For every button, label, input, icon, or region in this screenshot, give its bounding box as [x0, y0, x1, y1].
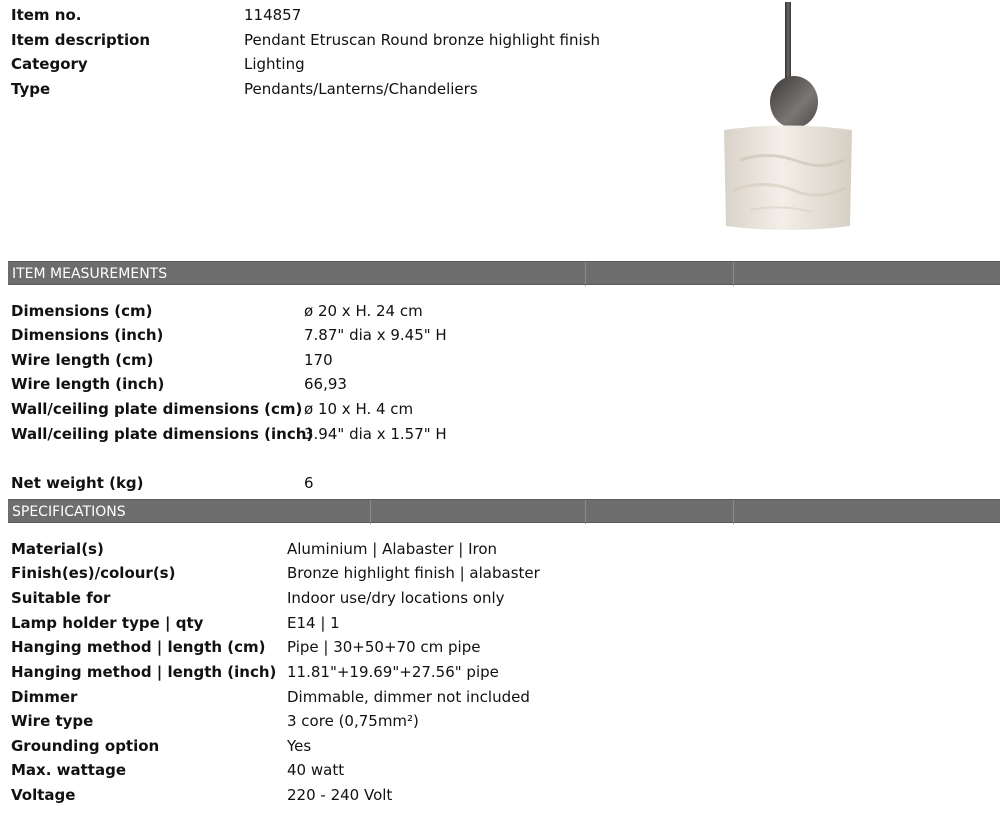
item-measurements-title: ITEM MEASUREMENTS [12, 266, 168, 282]
specifications-title: SPECIFICATIONS [12, 504, 126, 520]
net-weight-value: 6 [304, 474, 314, 492]
grounding-option-label: Grounding option [11, 737, 160, 755]
finishes-label: Finish(es)/colour(s) [11, 564, 176, 582]
dimensions-cm-value: ø 20 x H. 24 cm [304, 302, 423, 320]
hanging-method-cm-label: Hanging method | length (cm) [11, 638, 266, 656]
materials-label: Material(s) [11, 540, 104, 558]
item-description-value: Pendant Etruscan Round bronze highlight finish [244, 31, 600, 49]
pendant-disc [770, 76, 818, 128]
finishes-value: Bronze highlight finish | alabaster [287, 564, 540, 582]
lamp-holder-value: E14 | 1 [287, 614, 340, 632]
suitable-for-value: Indoor use/dry locations only [287, 589, 505, 607]
item-no-label: Item no. [11, 6, 82, 24]
wire-length-cm-value: 170 [304, 351, 333, 369]
type-value: Pendants/Lanterns/Chandeliers [244, 80, 478, 98]
alabaster-shade [724, 126, 852, 231]
category-label: Category [11, 55, 88, 73]
item-description-label: Item description [11, 31, 151, 49]
suitable-for-label: Suitable for [11, 589, 111, 607]
dimmer-label: Dimmer [11, 688, 78, 706]
max-wattage-value: 40 watt [287, 761, 345, 779]
wire-type-label: Wire type [11, 712, 94, 730]
wire-length-inch-label: Wire length (inch) [11, 375, 165, 393]
wire-length-inch-value: 66,93 [304, 375, 347, 393]
wire-length-cm-label: Wire length (cm) [11, 351, 154, 369]
dimensions-inch-value: 7.87" dia x 9.45" H [304, 326, 447, 344]
hanging-method-cm-value: Pipe | 30+50+70 cm pipe [287, 638, 481, 656]
item-measurements-header [8, 261, 1000, 285]
plate-dimensions-inch-label: Wall/ceiling plate dimensions (inch) [11, 425, 314, 443]
net-weight-label: Net weight (kg) [11, 474, 144, 492]
wire-type-value: 3 core (0,75mm²) [287, 712, 419, 730]
hanging-method-inch-label: Hanging method | length (inch) [11, 663, 277, 681]
plate-dimensions-cm-value: ø 10 x H. 4 cm [304, 400, 414, 418]
grounding-option-value: Yes [287, 737, 312, 755]
item-no-value: 114857 [244, 6, 302, 24]
dimensions-inch-label: Dimensions (inch) [11, 326, 164, 344]
type-label: Type [11, 80, 51, 98]
dimensions-cm-label: Dimensions (cm) [11, 302, 153, 320]
specifications-header [8, 499, 1000, 523]
plate-dimensions-inch-value: 3.94" dia x 1.57" H [304, 425, 447, 443]
lamp-holder-label: Lamp holder type | qty [11, 614, 204, 632]
max-wattage-label: Max. wattage [11, 761, 126, 779]
voltage-label: Voltage [11, 786, 76, 804]
category-value: Lighting [244, 55, 305, 73]
materials-value: Aluminium | Alabaster | Iron [287, 540, 498, 558]
dimmer-value: Dimmable, dimmer not included [287, 688, 530, 706]
plate-dimensions-cm-label: Wall/ceiling plate dimensions (cm) [11, 400, 303, 418]
voltage-value: 220 - 240 Volt [287, 786, 393, 804]
product-image [720, 0, 856, 236]
hanging-method-inch-value: 11.81"+19.69"+27.56" pipe [287, 663, 499, 681]
